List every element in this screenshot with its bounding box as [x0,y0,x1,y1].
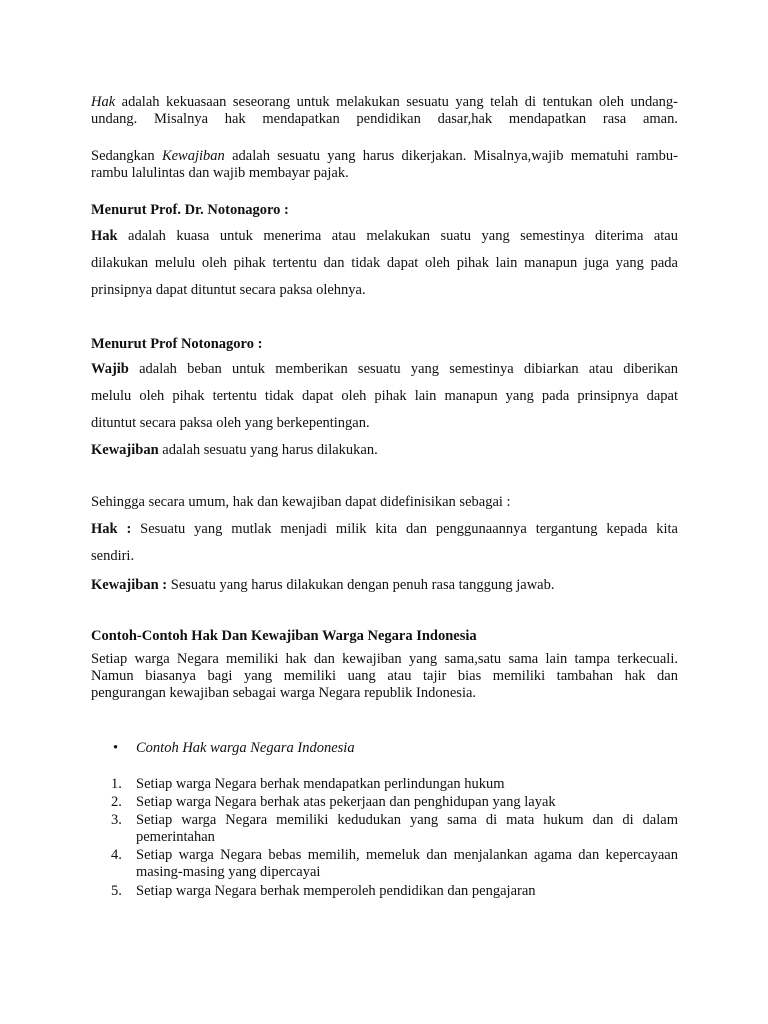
paragraph-text: adalah kekuasaan seseorang untuk melakukan sesuatu yang telah di tentukan oleh undang- [115,94,678,110]
paragraph-line: prinsipnya dapat dituntut secara paksa olehnya. [91,282,366,298]
paragraph-line: pengurangan kewajiban sebagai warga Negara republik Indonesia. [91,685,477,701]
paragraph-line: sendiri. [91,548,135,564]
list-item-text: pemerintahan [136,829,215,845]
list-item-text: Setiap warga Negara berhak mendapatkan perlindungan hukum [136,776,505,792]
paragraph-kewajiban-short [91,440,678,460]
term-kewajiban: Kewajiban [91,442,159,458]
paragraph-text: adalah sesuatu yang harus dikerjakan. Misalnya,wajib mematuhi rambu- [224,148,678,164]
paragraph-wajib-notonagoro [91,356,678,437]
paragraph-line [91,516,678,543]
list-item [136,794,678,811]
paragraph-line [91,94,678,111]
list-item-text: Setiap warga Negara berhak atas pekerjaan dan penghidupan yang layak [136,794,556,810]
paragraph-line [91,148,678,165]
heading-contoh: Contoh-Contoh Hak Dan Kewajiban Warga Negara Indonesia [91,628,477,644]
paragraph-hak-notonagoro [91,223,678,304]
paragraph-hak-summary [91,516,678,570]
term-kewajiban: Kewajiban [161,148,225,164]
paragraph-line: Namun biasanya bagi yang memiliki uang atau tajir bias memiliki tambahan hak dan [91,668,678,684]
list-item-number: 5. [111,883,122,899]
term-hak: Hak [91,228,118,244]
paragraph-line: dilakukan melulu oleh pihak tertentu dan tidak dapat oleh pihak lain manapun juga yang pada [91,255,678,271]
paragraph-text: adalah beban untuk memberikan sesuatu yang semestinya dibiarkan atau diberikan [128,361,678,377]
heading-notonagoro-2: Menurut Prof Notonagoro : [91,336,263,352]
paragraph-line: Setiap warga Negara memiliki hak dan kewajiban yang sama,satu sama lain tampa terkecuali. [91,651,678,667]
heading-notonagoro-1: Menurut Prof. Dr. Notonagoro : [91,202,289,218]
list-item-number: 2. [111,794,122,810]
bullet-item-text: Contoh Hak warga Negara Indonesia [136,740,355,756]
list-item [136,776,678,793]
paragraph-line [91,356,678,383]
bullet-icon: • [113,740,119,756]
list-item [136,812,678,846]
list-item-number: 4. [111,847,122,863]
paragraph-line: dituntut secara paksa oleh yang berkepentingan. [91,415,370,431]
term-hak: Hak [91,94,116,110]
list-item-number: 1. [111,776,122,792]
term-wajib: Wajib [91,361,129,377]
paragraph-line: melulu oleh pihak tertentu tidak dapat oleh pihak lain manapun yang pada prinsipnya dapat [91,388,678,404]
list-item-number: 3. [111,812,122,828]
paragraph-hak-definition [91,94,678,128]
paragraph-summary-intro: Sehingga secara umum, hak dan kewajiban dapat didefinisikan sebagai : [91,494,511,510]
list-item [136,883,678,900]
paragraph-kewajiban-definition [91,148,678,182]
paragraph-kewajiban-summary [91,575,678,595]
paragraph-warga-negara [91,651,678,702]
list-item-text: masing-masing yang dipercayai [136,864,321,880]
list-item [136,847,678,881]
term-kewajiban: Kewajiban : [91,577,168,593]
term-hak: Hak : [91,521,132,537]
list-item-text: Setiap warga Negara memiliki kedudukan yang sama di mata hukum dan di dalam [136,812,678,828]
list-item-text: Setiap warga Negara bebas memilih, memeluk dan menjalankan agama dan kepercayaan [136,847,678,863]
paragraph-text: Sesuatu yang harus dilakukan dengan penuh rasa tanggung jawab. [167,577,555,593]
paragraph-text: adalah kuasa untuk menerima atau melakukan suatu yang semestinya diterima atau [117,228,678,244]
paragraph-text: Sedangkan [91,148,162,164]
paragraph-text: adalah sesuatu yang harus dilakukan. [158,442,378,458]
paragraph-text: Sesuatu yang mutlak menjadi milik kita dan penggunaannya tergantung kepada kita [131,521,678,537]
paragraph-line: rambu lalulintas dan wajib membayar pajak. [91,165,349,181]
paragraph-line: undang. Misalnya hak mendapatkan pendidikan dasar,hak mendapatkan rasa aman. [91,111,678,127]
paragraph-line [91,223,678,250]
list-item-text: Setiap warga Negara berhak memperoleh pendidikan dan pengajaran [136,883,536,899]
